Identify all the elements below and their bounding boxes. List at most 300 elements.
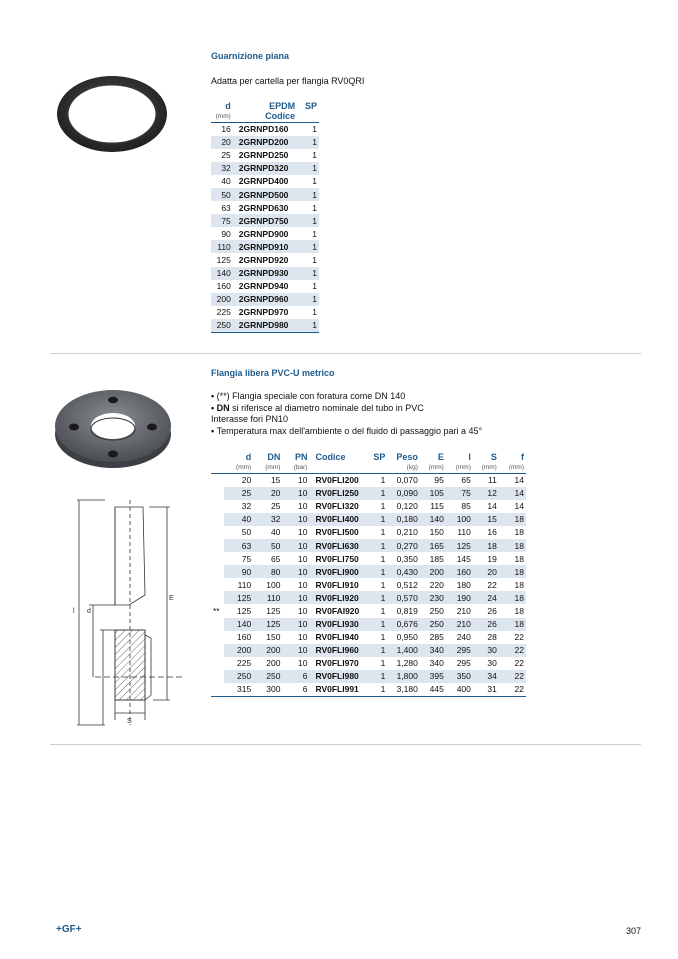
table-cell: 22: [499, 644, 526, 657]
table-cell: 1,400: [387, 644, 419, 657]
col-unit: [368, 463, 387, 474]
table-cell: 80: [253, 565, 282, 578]
code-cell: RV0FLI930: [309, 618, 367, 631]
table-cell: 100: [446, 513, 473, 526]
table-cell: 140: [420, 513, 446, 526]
table-cell: 16: [221, 124, 231, 135]
table-cell: 225: [216, 307, 231, 318]
col-unit: (mm): [265, 464, 281, 471]
col-unit: (mm): [455, 464, 471, 471]
table-cell: 445: [429, 684, 444, 695]
table-cell: 26: [487, 605, 497, 616]
table-cell: 240: [456, 632, 471, 643]
table-cell: 0,090: [387, 487, 419, 500]
table-cell: 1: [312, 307, 317, 318]
table-row: [211, 513, 526, 526]
table-cell: 210: [446, 618, 473, 631]
marker-cell: [211, 526, 224, 539]
table-cell: 115: [430, 501, 444, 512]
table-cell: 10: [298, 658, 308, 669]
table-cell: 18: [514, 527, 524, 538]
code-cell: 2GRNPD400: [238, 176, 289, 187]
table-cell: 75: [211, 214, 233, 227]
table-cell: 1: [312, 228, 317, 239]
table-cell: 40: [270, 527, 281, 538]
marker-cell: [211, 670, 224, 683]
table-cell: 40: [224, 513, 253, 526]
code-cell: RV0FLI960: [309, 644, 367, 657]
table-cell: 32: [241, 501, 252, 512]
note-2: • DN si riferisce al diametro nominale del tubo in PVC: [211, 403, 482, 415]
svg-text:d: d: [87, 608, 91, 615]
code-cell: RV0FLI200: [315, 475, 359, 486]
table-cell: 25: [270, 501, 281, 512]
table-cell: 50: [253, 539, 282, 552]
table-cell: 1: [368, 644, 387, 657]
table-cell: 10: [298, 553, 308, 564]
table-cell: 125: [266, 605, 281, 616]
table-row: [211, 149, 319, 162]
marker-cell: [211, 578, 224, 591]
table-cell: 160: [446, 565, 473, 578]
table-cell: 26: [473, 618, 499, 631]
marker-cell: [211, 539, 224, 552]
table-cell: 150: [266, 632, 281, 643]
table-cell: 90: [224, 565, 253, 578]
table-cell: 190: [446, 591, 473, 604]
table-cell: 200: [253, 644, 282, 657]
table-cell: 0,210: [396, 527, 418, 538]
code-cell: 2GRNPD920: [238, 254, 289, 265]
section-divider: [50, 353, 641, 354]
gasket-table: [211, 101, 319, 333]
page-number: 307: [626, 926, 642, 936]
code-cell: RV0FLI980: [309, 670, 367, 683]
table-row: [211, 500, 526, 513]
table-cell: 75: [446, 487, 473, 500]
table-row: [211, 123, 319, 136]
table-cell: 0,950: [396, 632, 418, 643]
table-cell: 20: [211, 136, 233, 149]
table-cell: 105: [420, 487, 446, 500]
note-1: • (**) Flangia speciale con foratura come DN 140: [211, 391, 482, 403]
table-cell: 10: [298, 605, 308, 616]
table-cell: 200: [211, 293, 233, 306]
table-cell: 31: [487, 684, 497, 695]
col-header: S: [490, 452, 497, 462]
table-cell: 1: [368, 565, 387, 578]
table-cell: 140: [211, 267, 233, 280]
table-cell: 125: [237, 605, 252, 616]
table-cell: 1: [312, 176, 317, 187]
table-row: [211, 591, 526, 604]
code-cell: 2GRNPD910: [233, 240, 297, 253]
marker-cell: [211, 513, 224, 526]
svg-text:l: l: [73, 608, 75, 615]
code-cell: RV0FLI320: [315, 501, 359, 512]
table-cell: 10: [298, 527, 308, 538]
table-cell: 65: [270, 553, 281, 564]
table-cell: 30: [487, 658, 497, 669]
table-cell: 145: [456, 553, 471, 564]
col-header: Codice: [315, 452, 346, 462]
table-cell: 1: [297, 319, 319, 332]
table-cell: 1: [380, 579, 386, 590]
table-cell: 20: [473, 565, 499, 578]
table-cell: 18: [499, 539, 526, 552]
table-cell: 1: [297, 240, 319, 253]
table-cell: 18: [499, 618, 526, 631]
flange-image: [52, 382, 174, 472]
code-cell: RV0FLI910: [315, 579, 359, 590]
table-cell: 20: [253, 487, 282, 500]
table-cell: 65: [461, 475, 471, 486]
col-unit: (mm): [236, 464, 252, 471]
table-cell: 0,350: [396, 553, 418, 564]
code-cell: 2GRNPD960: [233, 293, 297, 306]
table-cell: 18: [514, 553, 524, 564]
marker-cell: [211, 487, 224, 500]
table-cell: 28: [487, 632, 497, 643]
table-cell: 40: [221, 176, 231, 187]
table-row: [211, 670, 526, 683]
table-cell: 90: [221, 228, 231, 239]
table-cell: 1: [297, 293, 319, 306]
table-cell: 110: [211, 240, 233, 253]
table-cell: 230: [420, 591, 446, 604]
table-row: [211, 578, 526, 591]
table-cell: 285: [429, 632, 444, 643]
code-cell: 2GRNPD320: [233, 162, 297, 175]
table-cell: 1: [380, 632, 386, 643]
table-cell: 3,180: [396, 684, 418, 695]
col-unit-d: (mm): [215, 113, 231, 120]
code-cell: RV0FLI630: [309, 539, 367, 552]
table-cell: 50: [241, 527, 252, 538]
marker-cell: [211, 591, 224, 604]
table-cell: 250: [420, 618, 446, 631]
gf-logo: +GF+: [56, 924, 82, 935]
flange-table: [211, 452, 526, 697]
table-cell: 25: [221, 150, 231, 161]
code-cell: 2GRNPD750: [233, 214, 297, 227]
table-cell: 15: [473, 513, 499, 526]
table-row: [211, 240, 319, 253]
table-cell: 10: [282, 618, 309, 631]
table-row: [211, 267, 319, 280]
table-cell: 165: [420, 539, 446, 552]
table-cell: 185: [429, 553, 444, 564]
code-cell: RV0FLI970: [315, 658, 359, 669]
table-cell: 200: [420, 565, 446, 578]
code-cell: RV0FLI250: [309, 487, 367, 500]
marker-cell: [211, 631, 224, 644]
col-header: d: [245, 452, 252, 462]
table-cell: 1: [380, 527, 386, 538]
table-cell: 1: [380, 475, 386, 486]
section1-title: Guarnizione piana: [211, 51, 290, 61]
table-cell: 295: [456, 658, 471, 669]
code-cell: RV0FAI920: [315, 605, 360, 616]
note-4: • Temperatura max dell'ambiente o del fluido di passaggio pari a 45°: [211, 426, 482, 438]
table-cell: 12: [473, 487, 499, 500]
col-header: E: [437, 452, 444, 462]
table-row: [211, 474, 526, 487]
table-cell: 85: [461, 501, 471, 512]
table-cell: 22: [499, 670, 526, 683]
table-cell: 0,180: [387, 513, 419, 526]
table-row: [211, 657, 526, 670]
table-cell: 250: [211, 319, 233, 332]
table-cell: 50: [211, 188, 233, 201]
table-row: [211, 552, 526, 565]
table-cell: 1: [312, 150, 317, 161]
table-cell: 1: [312, 124, 317, 135]
table-cell: 15: [270, 475, 281, 486]
table-cell: 1: [297, 162, 319, 175]
table-row: [211, 644, 526, 657]
table-row: [211, 201, 319, 214]
table-cell: 10: [282, 591, 309, 604]
notes-list: [211, 391, 482, 437]
table-cell: 1: [368, 539, 387, 552]
marker-cell: **: [211, 604, 224, 617]
table-cell: 14: [514, 501, 524, 512]
col-header: l: [468, 452, 471, 462]
table-cell: 400: [456, 684, 471, 695]
table-cell: 32: [211, 162, 233, 175]
table-cell: 210: [456, 605, 471, 616]
table-cell: 250: [429, 605, 444, 616]
col-header: Peso: [396, 452, 418, 462]
table-cell: 0,430: [387, 565, 419, 578]
table-cell: 1: [312, 202, 317, 213]
table-cell: 22: [487, 579, 497, 590]
flange-section-drawing: [55, 495, 185, 735]
col-header-d: d: [225, 101, 231, 111]
table-cell: 1: [368, 670, 387, 683]
table-cell: 22: [514, 658, 524, 669]
table-row: [211, 293, 319, 306]
table-cell: 14: [514, 475, 524, 486]
table-cell: 63: [221, 202, 231, 213]
marker-cell: [211, 644, 224, 657]
table-cell: 10: [282, 565, 309, 578]
code-cell: 2GRNPD250: [238, 150, 289, 161]
table-cell: 140: [224, 618, 253, 631]
table-cell: 125: [224, 591, 253, 604]
col-unit: (mm): [508, 464, 524, 471]
marker-cell: [211, 618, 224, 631]
table-cell: 1: [368, 591, 387, 604]
table-row: [211, 631, 526, 644]
table-cell: 10: [282, 644, 309, 657]
table-cell: 1: [380, 684, 386, 695]
table-row: [211, 487, 526, 500]
table-row: [211, 683, 526, 696]
table-cell: 10: [282, 513, 309, 526]
table-row: [211, 136, 319, 149]
table-cell: 180: [456, 579, 471, 590]
marker-cell: [211, 552, 224, 565]
table-cell: 18: [499, 591, 526, 604]
note-3: Interasse fori PN10: [211, 414, 289, 424]
table-cell: 18: [499, 565, 526, 578]
table-cell: 18: [473, 539, 499, 552]
code-cell: RV0FLI940: [315, 632, 359, 643]
code-cell: 2GRNPD970: [238, 307, 289, 318]
table-cell: 340: [420, 644, 446, 657]
table-cell: 300: [266, 684, 281, 695]
table-cell: 19: [487, 553, 497, 564]
code-cell: 2GRNPD160: [238, 124, 289, 135]
table-row: [211, 526, 526, 539]
col-unit: (mm): [428, 464, 444, 471]
col-header: f: [521, 452, 524, 462]
table-cell: 0,120: [396, 501, 418, 512]
table-cell: 100: [266, 579, 281, 590]
table-cell: 1: [368, 487, 387, 500]
section2-title: Flangia libera PVC-U metrico: [211, 368, 335, 378]
table-cell: 125: [253, 618, 282, 631]
code-cell: 2GRNPD900: [238, 228, 289, 239]
col-header: DN: [267, 452, 281, 462]
section1-subtitle: Adatta per cartella per flangia RV0QRI: [211, 76, 365, 86]
col-header: SP: [373, 452, 386, 462]
table-cell: 0,570: [387, 591, 419, 604]
table-cell: 1: [297, 188, 319, 201]
table-cell: 110: [457, 527, 471, 538]
code-cell: RV0FLI900: [309, 565, 367, 578]
marker-cell: [211, 657, 224, 670]
table-cell: 1: [312, 254, 317, 265]
code-cell: 2GRNPD200: [233, 136, 297, 149]
col-unit: (bar): [293, 464, 308, 471]
table-row: [211, 227, 319, 240]
table-cell: 1: [380, 658, 386, 669]
code-cell: 2GRNPD500: [233, 188, 297, 201]
table-row: [211, 306, 319, 319]
table-cell: 10: [298, 632, 308, 643]
table-cell: 250: [253, 670, 282, 683]
table-row: [211, 253, 319, 266]
table-row: [211, 214, 319, 227]
table-cell: 10: [298, 475, 308, 486]
table-cell: 30: [473, 644, 499, 657]
col-header: PN: [294, 452, 308, 462]
table-cell: 225: [237, 658, 252, 669]
table-cell: 1: [380, 605, 386, 616]
table-cell: 18: [514, 605, 524, 616]
table-cell: 0,070: [396, 475, 418, 486]
svg-text:S: S: [127, 718, 132, 725]
gasket-ring-image: [55, 72, 170, 156]
table-cell: 150: [429, 527, 444, 538]
marker-cell: [211, 565, 224, 578]
table-cell: 14: [487, 501, 497, 512]
code-cell: 2GRNPD930: [233, 267, 297, 280]
code-cell: RV0FLI400: [309, 513, 367, 526]
table-cell: 34: [473, 670, 499, 683]
table-cell: 220: [429, 579, 444, 590]
table-row: [211, 162, 319, 175]
col-header-epdm: EPDM: [269, 101, 296, 111]
marker-cell: [211, 500, 224, 513]
col-unit: (kg): [406, 464, 418, 471]
marker-cell: [211, 683, 224, 696]
table-cell: 32: [253, 513, 282, 526]
table-cell: 200: [224, 644, 253, 657]
table-cell: 10: [282, 539, 309, 552]
table-cell: 6: [282, 670, 309, 683]
table-row: [211, 319, 319, 332]
table-cell: 1: [297, 136, 319, 149]
table-cell: 24: [473, 591, 499, 604]
table-row: [211, 280, 319, 293]
code-cell: 2GRNPD980: [233, 319, 297, 332]
table-cell: 1: [368, 513, 387, 526]
table-cell: 0,512: [396, 579, 418, 590]
table-cell: 95: [434, 475, 444, 486]
table-cell: 10: [298, 579, 308, 590]
table-row: [211, 565, 526, 578]
table-cell: 14: [499, 487, 526, 500]
table-row: [211, 175, 319, 188]
table-cell: 22: [514, 632, 524, 643]
table-cell: 1,280: [396, 658, 418, 669]
table-cell: 63: [224, 539, 253, 552]
col-header-codice: Codice: [265, 111, 296, 121]
table-cell: 110: [237, 579, 252, 590]
table-cell: 110: [253, 591, 282, 604]
code-cell: RV0FLI991: [315, 684, 359, 695]
table-cell: 125: [446, 539, 473, 552]
code-cell: RV0FLI500: [315, 527, 359, 538]
table-cell: 1,800: [387, 670, 419, 683]
table-cell: 18: [499, 513, 526, 526]
table-cell: 0,270: [387, 539, 419, 552]
col-unit: [309, 463, 367, 474]
table-cell: 350: [446, 670, 473, 683]
table-cell: 25: [224, 487, 253, 500]
table-cell: 160: [216, 281, 231, 292]
table-cell: 125: [216, 254, 231, 265]
table-row: [211, 604, 526, 617]
table-row: [211, 618, 526, 631]
table-cell: 16: [487, 527, 497, 538]
table-cell: 0,676: [387, 618, 419, 631]
table-cell: 0,819: [396, 605, 418, 616]
table-cell: 75: [241, 553, 252, 564]
svg-text:E: E: [169, 595, 174, 602]
table-cell: 11: [488, 475, 497, 486]
table-cell: 340: [429, 658, 444, 669]
table-row: [211, 188, 319, 201]
table-cell: 1: [297, 214, 319, 227]
marker-cell: [211, 474, 224, 487]
table-cell: 20: [241, 475, 252, 486]
table-cell: 1: [297, 267, 319, 280]
table-cell: 10: [282, 487, 309, 500]
table-cell: 160: [237, 632, 252, 643]
code-cell: 2GRNPD630: [238, 202, 289, 213]
code-cell: 2GRNPD940: [238, 281, 289, 292]
table-cell: 395: [420, 670, 446, 683]
section-divider: [50, 744, 641, 745]
code-cell: RV0FLI750: [315, 553, 359, 564]
table-cell: 315: [237, 684, 252, 695]
code-cell: RV0FLI920: [309, 591, 367, 604]
